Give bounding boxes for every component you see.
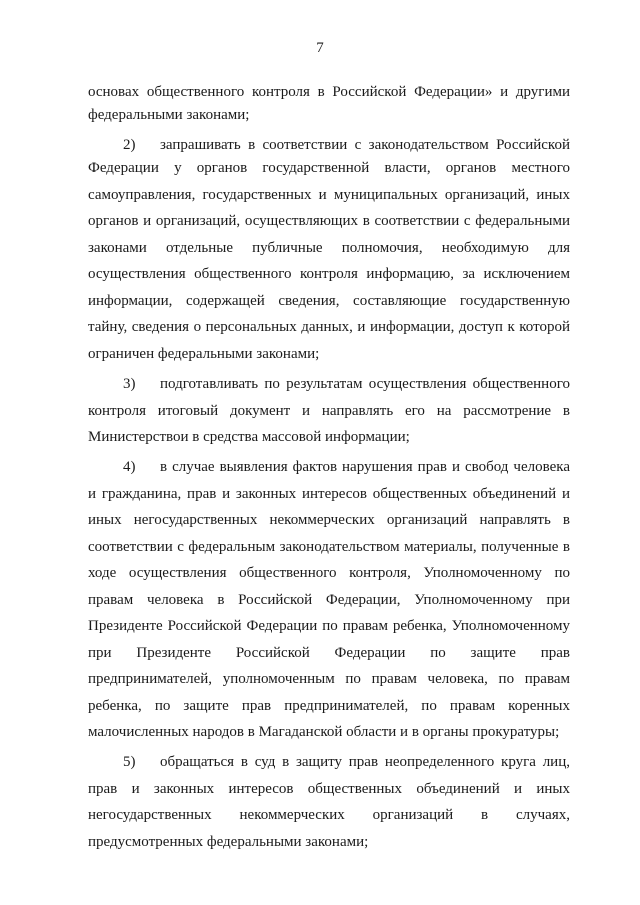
paragraph-line: предпринимателей, уполномоченным по правам человека, по правам — [88, 671, 570, 687]
item-number: 3) — [123, 376, 136, 392]
paragraph-line: негосударственных некоммерческих организаций в случаях, — [88, 807, 570, 823]
paragraph-line: контроля итоговый документ и направлять его на рассмотрение в — [88, 403, 570, 419]
paragraph-line: Федерации у органов государственной власти, органов местного — [88, 160, 570, 176]
paragraph-line: ограничен федеральными законами; — [88, 346, 320, 362]
paragraph-line: иных негосударственных некоммерческих организаций направлять в — [88, 512, 570, 528]
item-number: 4) — [123, 459, 136, 475]
item-number: 5) — [123, 754, 136, 770]
paragraph-line: прав и законных интересов общественных объединений и иных — [88, 781, 570, 797]
paragraph-line: Министерствои в средства массовой информации; — [88, 429, 410, 445]
paragraph-line: правам человека в Российской Федерации, Уполномоченному при — [88, 592, 570, 608]
paragraph-line: самоуправления, государственных и муниципальных организаций, иных — [88, 187, 570, 203]
paragraph-line: обращаться в суд в защиту прав неопределенного круга лиц, — [160, 754, 570, 770]
paragraph-line: соответствии с федеральным законодательством материалы, полученные в — [88, 539, 570, 555]
paragraph-line: при Президенте Российской Федерации по защите прав — [88, 645, 570, 661]
paragraph-line: подготавливать по результатам осуществления общественного — [160, 376, 570, 392]
paragraph-line: осуществления общественного контроля информацию, за исключением — [88, 266, 570, 282]
page-number: 7 — [316, 40, 324, 56]
item-number: 2) — [123, 137, 136, 153]
paragraph-line: основах общественного контроля в Российской Федерации» и другими — [88, 84, 570, 100]
paragraph-line: органов и организаций, осуществляющих в соответствии с федеральными — [88, 213, 570, 229]
paragraph-line: запрашивать в соответствии с законодательством Российской — [160, 137, 570, 153]
paragraph-line: Президенте Российской Федерации по правам ребенка, Уполномоченному — [88, 618, 570, 634]
paragraph-line: федеральными законами; — [88, 107, 250, 123]
paragraph-line: предусмотренных федеральными законами; — [88, 834, 369, 850]
paragraph-line: информации, содержащей сведения, составляющие государственную — [88, 293, 570, 309]
paragraph-line: законами отдельные публичные полномочия, необходимую для — [88, 240, 570, 256]
paragraph-line: ребенка, по защите прав предпринимателей, по правам коренных — [88, 698, 570, 714]
paragraph-line: ходе осуществления общественного контроля, Уполномоченному по — [88, 565, 570, 581]
paragraph-line: и гражданина, прав и законных интересов общественных объединений и — [88, 486, 570, 502]
paragraph-line: малочисленных народов в Магаданской области и в органы прокуратуры; — [88, 724, 560, 740]
paragraph-line: в случае выявления фактов нарушения прав и свобод человека — [160, 459, 570, 475]
paragraph-line: тайну, сведения о персональных данных, и информации, доступ к которой — [88, 319, 570, 335]
